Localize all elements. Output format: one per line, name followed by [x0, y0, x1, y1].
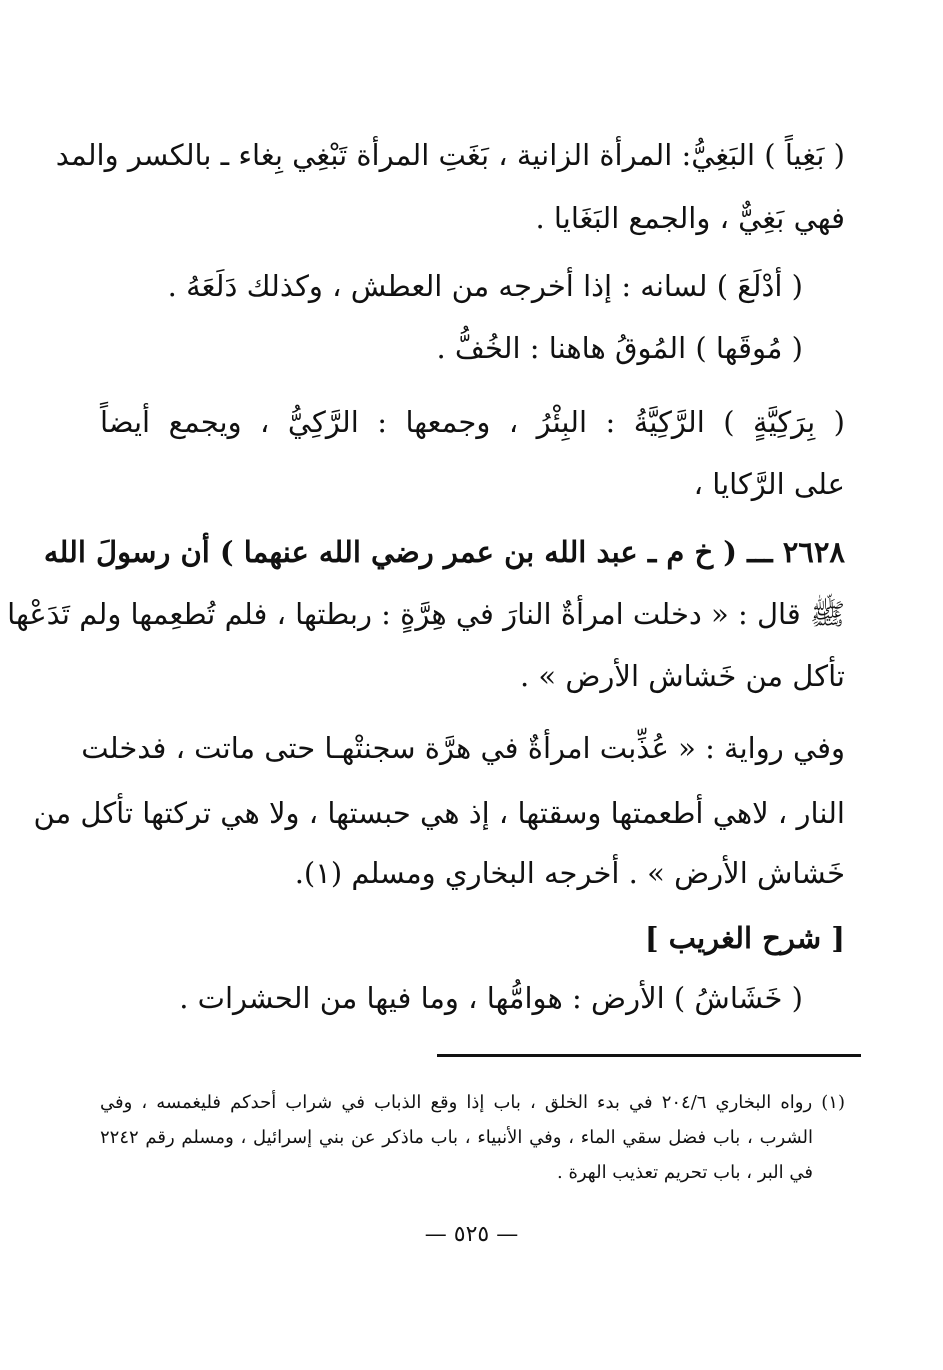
sharh-heading: [ شرح الغريب ]: [644, 921, 845, 955]
riwaya-line-1: وفي رواية : « عُذِّبت امرأةٌ في هرَّة سجنتْهـا حتى ماتت ، فدخلت: [81, 731, 845, 765]
footnote-divider: [437, 1054, 861, 1057]
text-line-adlaa: ( أدْلَعَ ) لسانه : إذا أخرجه من العطش ، وكذلك دَلَعَهُ .: [167, 269, 803, 303]
footnote-line-1: (١) رواه البخاري ٢٠٤/٦ في بدء الخلق ، باب إذا وقع الذباب في شراب أحدكم فليغمسه ، وفي: [100, 1092, 845, 1113]
hadith-line-2: تأكل من خَشاش الأرض » .: [519, 659, 845, 693]
text-line-birakiyya: ( بِرَكِيَّةٍ ) الرَّكِيَّةُ : البِئْرُ ، وجمعها : الرَّكِيُّ ، ويجمع أيضاً: [100, 405, 845, 439]
riwaya-line-2: النار ، لاهي أطعمتها وسقتها ، إذ هي حبستها ، ولا هي تركتها تأكل من: [33, 796, 845, 830]
footnote-line-2: الشرب ، باب فضل سقي الماء ، وفي الأنبياء ، باب ماذكر عن بني إسرائيل ، ومسلم رقم ٢٢٤٢: [100, 1127, 813, 1148]
text-line-mooqaha: ( مُوقَها ) المُوقُ هاهنا : الخُفُّ .: [436, 331, 803, 365]
text-line-rakaya: على الرَّكايا ،: [693, 467, 845, 501]
hadith-line-1: ﷺ قال : « دخلت امرأةٌ النارَ في هِرَّةٍ : ربطتها ، فلم تُطعِمها ولم تَدَعْها: [7, 597, 845, 631]
sharh-line-khashash: ( خَشَاشُ ) الأرض : هوامُّها ، وما فيها من الحشرات .: [179, 981, 803, 1015]
page-number: — ٥٢٥ —: [424, 1222, 519, 1247]
footnote-line-3: في البر ، باب تحريم تعذيب الهرة .: [557, 1162, 813, 1183]
hadith-heading: ٢٦٢٨ ـــ ( خ م ـ عبد الله بن عمر رضي الله عنهما ) أن رسولَ الله: [43, 535, 845, 569]
text-line-bagiya: ( بَغِياً ) البَغِيُّ: المرأة الزانية ، بَغَتِ المرأة تَبْغِي بِغاء ـ بالكسر والمد: [55, 138, 845, 172]
text-line-bagaya: فهي بَغِيٌّ ، والجمع البَغَايا .: [535, 201, 845, 235]
riwaya-line-3: خَشاش الأرض » . أخرجه البخاري ومسلم (١).: [294, 856, 845, 890]
